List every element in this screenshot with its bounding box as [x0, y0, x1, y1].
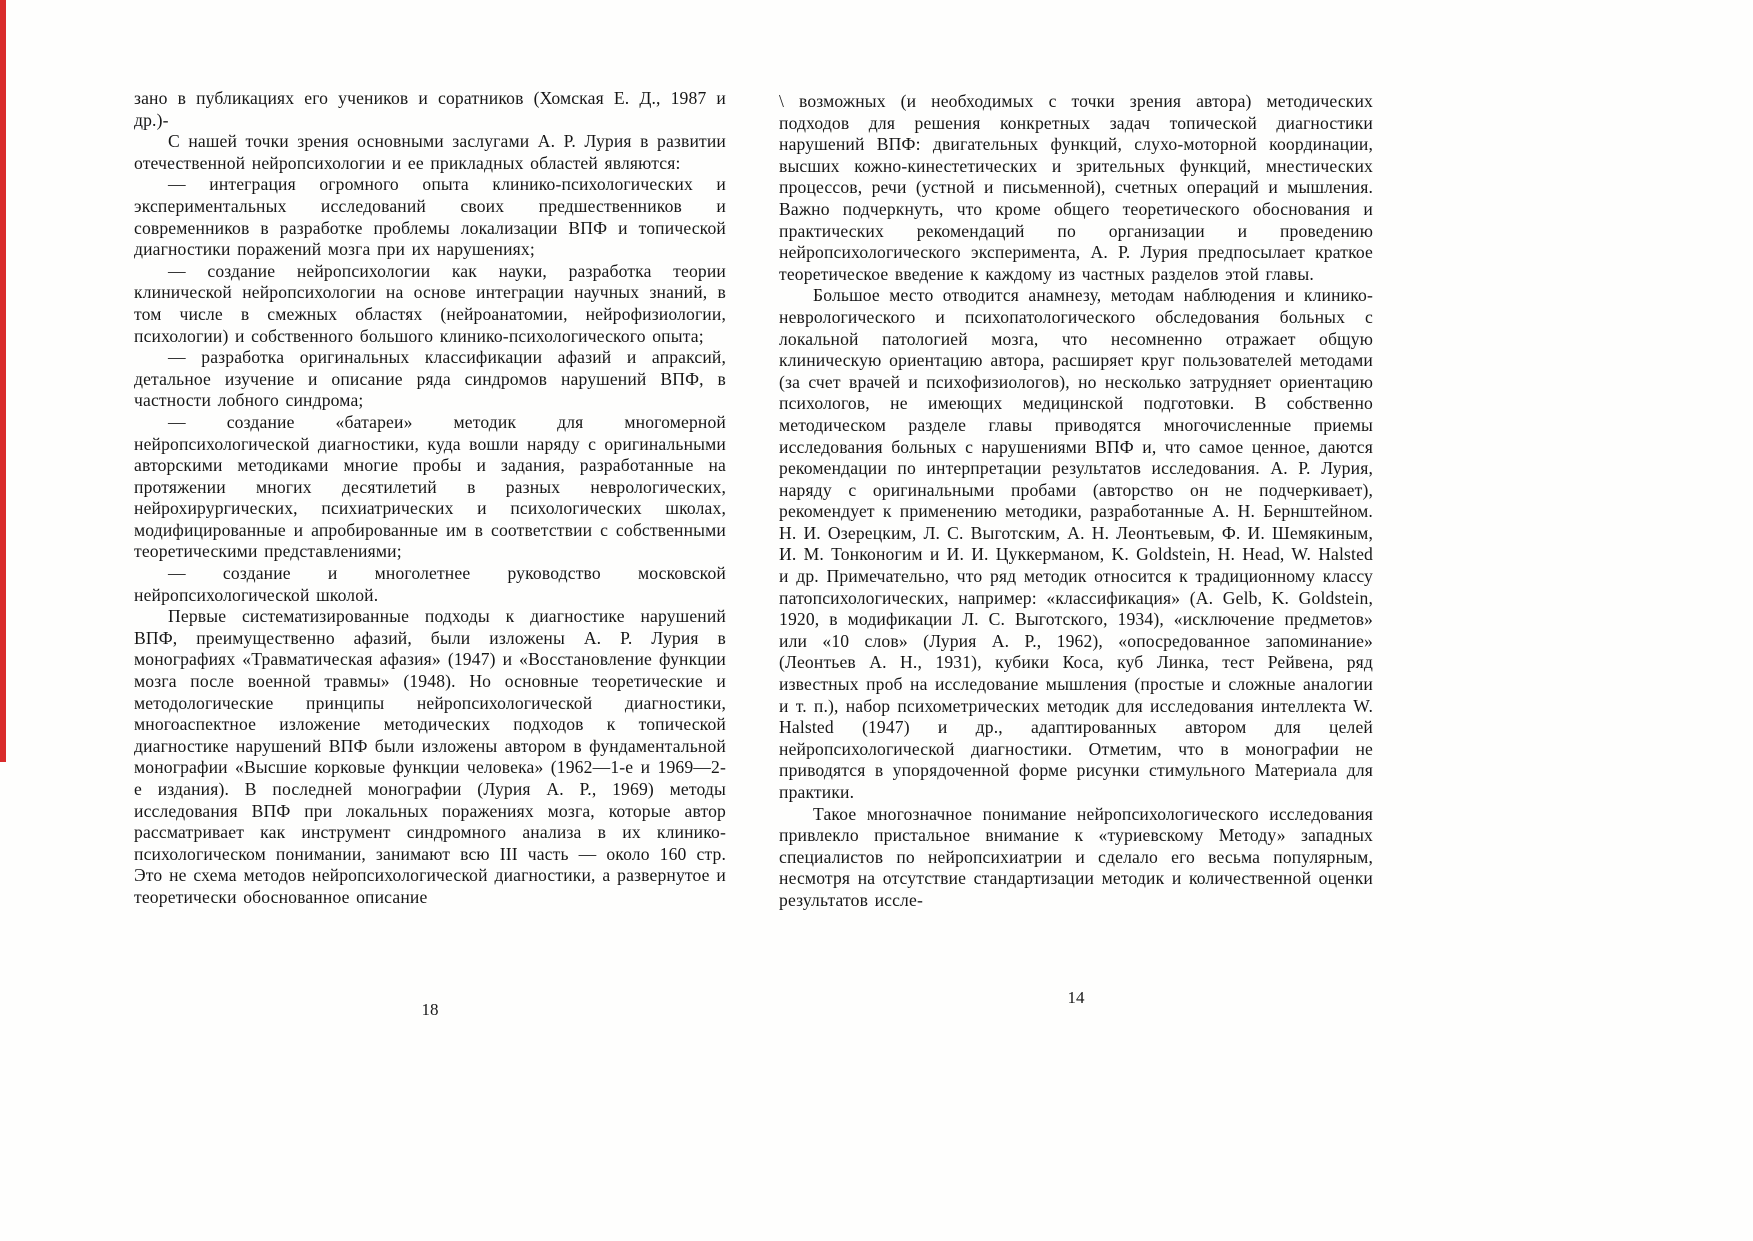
right-page-number: 14	[1067, 988, 1085, 1007]
right-page-text-column	[779, 91, 1373, 912]
list-item-paragraph: — создание и многолетнее руководство московской нейропсихологической школой.	[134, 563, 726, 605]
paragraph: С нашей точки зрения основными заслугами А. Р. Лурия в развитии отечественной нейропсихологии и ее прикладных областей являются:	[134, 131, 726, 173]
list-item-paragraph: — разработка оригинальных классификации афазий и апраксий, детальное изучение и описание ряда синдромов нарушений ВПФ, в частности лобного синдрома;	[134, 347, 726, 411]
list-item-paragraph: — создание нейропсихологии как науки, разработка теории клинической нейропсихологии на основе интеграции научных знаний, в том числе в смежных областях (нейроанатомии, нейрофизиологии, психологии) и собственного большого клинико-психологического опыта;	[134, 260, 726, 346]
left-page-text-column	[134, 88, 726, 909]
left-page-number: 18	[421, 1000, 439, 1019]
paragraph: Такое многозначное понимание нейропсихологического исследования привлекло пристальное внимание к «туриевскому Методу» западных специалистов по нейропсихиатрии и сделало его весьма популярным, несмотря на отсутствие стандартизации методик и количественной оценки результатов иссле-	[779, 803, 1373, 910]
paragraph: Первые систематизированные подходы к диагностике нарушений ВПФ, преимущественно афазий, были изложены А. Р. Лурия в монографиях «Травматическая афазия» (1947) и «Восстановление функции мозга после военной травмы» (1948). Но основные теоретические и методологические принципы нейропсихологической диагностики, многоаспектное изложение методических подходов к топической диагностике нарушений ВПФ были изложены автором в фундаментальной монографии «Высшие корковые функции человека» (1962—1-е и 1969—2-е издания). В последней монографии (Лурия А. Р., 1969) методы исследования ВПФ при локальных поражениях мозга, которые автор рассматривает как инструмент синдромного анализа в их клинико-психологическом понимании, занимают всю III часть — около 160 стр. Это не схема методов нейропсихологической диагностики, а развернутое и теоретически обоснованное описание	[134, 606, 726, 907]
paragraph: \ возможных (и необходимых с точки зрения автора) методических подходов для решения конкретных задач топической диагностики нарушений ВПФ: двигательных функций, слухо-моторной координации, высших кожно-кинестетических и зрительных функций, мнестических процессов, речи (устной и письменной), счетных операций и мышления. Важно подчеркнуть, что кроме общего теоретического обоснования и практических рекомендаций по организации и проведению нейропсихологического эксперимента, А. Р. Лурия предпосылает краткое теоретическое введение к каждому из частных разделов этой главы.	[779, 91, 1373, 284]
paragraph: Большое место отводится анамнезу, методам наблюдения и клинико-неврологического и психопатологического обследования больных с локальной патологией мозга, что несомненно отражает общую клиническую ориентацию автора, расширяет круг пользователей методами (за счет врачей и психофизиологов), но несколько затрудняет ориентацию психологов, не имеющих медицинской подготовки. В собственно методическом разделе главы приводятся многочисленные приемы исследования больных с нарушениями ВПФ и, что самое ценное, даются рекомендации по интерпретации результатов исследования. А. Р. Лурия, наряду с оригинальными пробами (авторство он не подчеркивает), рекомендует к применению методики, разработанные А. Н. Бернштейном. Н. И. Озерецким, Л. С. Выготским, А. Н. Леонтьевым, Ф. И. Шемякиным, И. М. Тонконогим и И. И. Цуккерманом, K. Goldstein, H. Head, W. Halsted и др. Примечательно, что ряд методик относится к традиционному классу патопсихологических, например: «классификация» (A. Gelb, K. Goldstein, 1920, в модификации Л. С. Выготского, 1934), «исключение предметов» или «10 слов» (Лурия А. Р., 1962), «опосредованное запоминание» (Леонтьев А. Н., 1931), кубики Коса, куб Линка, тест Рейвена, ряд известных проб на исследование мышления (простые и сложные аналогии и т. п.), набор психометрических методик для исследования интеллекта W. Halsted (1947) и др., адаптированных автором для целей нейропсихологической диагностики. Отметим, что в монографии не приводятся в упорядоченной форме рисунки стимульного Материала для практики.	[779, 285, 1373, 802]
paragraph: зано в публикациях его учеников и соратников (Хомская Е. Д., 1987 и др.)-	[134, 88, 726, 130]
scan-edge-artifact	[0, 0, 6, 762]
list-item-paragraph: — создание «батареи» методик для многомерной нейропсихологической диагностики, куда вошли наряду с оригинальными авторскими методиками многие пробы и задания, разработанные на протяжении многих десятилетий в разных неврологических, нейрохирургических, психиатрических и психологических школах, модифицированные и апробированные им в соответствии с собственными теоретическими представлениями;	[134, 411, 726, 562]
list-item-paragraph: — интеграция огромного опыта клинико-психологических и экспериментальных исследований своих предшественников и современников в разработке проблемы локализации ВПФ и топической диагностики поражений мозга при их нарушениях;	[134, 174, 726, 260]
